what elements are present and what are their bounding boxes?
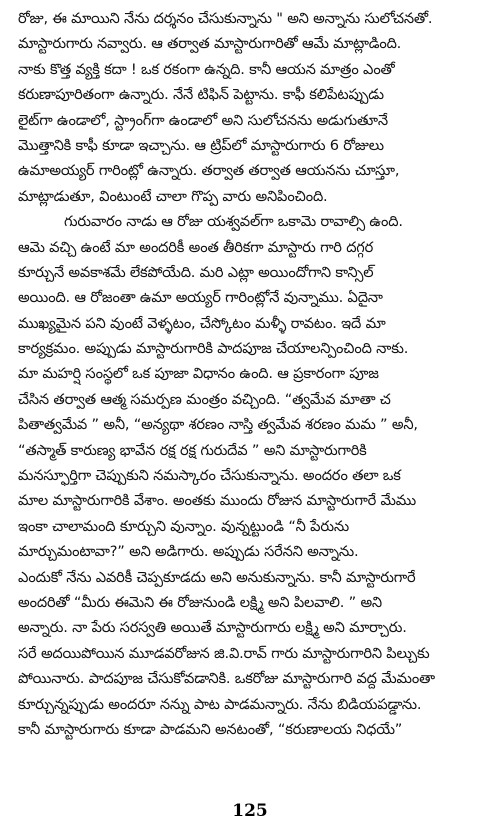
page-number: 125 bbox=[232, 801, 268, 821]
text-line: మొత్తానికి కాఫీ కూడా ఇచ్చాను. ఆ ట్రిప్‌లో మాస్టారుగారు 6 రోజులు bbox=[18, 136, 384, 154]
text-line: ఎందుకో నేను ఎవరికీ చెప్పకూడదు అని అనుకున్నాను. కానీ మాస్టారుగారే bbox=[18, 568, 416, 586]
text-line: ఇంకా చాలామంది కూర్చుని వున్నాం. వున్నట్టుండి “నీ పేరును bbox=[18, 517, 349, 535]
document-page bbox=[18, 6, 496, 796]
text-line: సరే అదయిపోయిన మూడవరోజున జి.వి.రావ్ గారు మాస్టారుగారిని పిల్చుకు bbox=[18, 644, 430, 662]
text-line: అందరితో “మీరు ఈమెని ఈ రోజునుండి లక్ష్మి అని పిలవాలి. ” అని bbox=[18, 593, 382, 611]
text-line: అన్నారు. నా పేరు సరస్వతి అయితే మాస్టారుగారు లక్ష్మి అని మార్చారు. bbox=[18, 619, 407, 637]
text-line: గురువారం నాడు ఆ రోజు యశ్వవల్‌గా ఒకామె రావాల్సి ఉంది. bbox=[64, 213, 403, 231]
text-line: మా మహర్షి సంస్థలో ఒక పూజా విధానం ఉంది. ఆ ప్రకారంగా పూజ bbox=[18, 365, 379, 383]
text-line: మాస్టారుగారు నవ్వారు. ఆ తర్వాత మాస్టారుగారితో ఆమే మాట్లాడింది. bbox=[18, 35, 402, 53]
text-line: ముఖ్యమైన పని వుంటే వెళ్ళటం, చేస్కోటం మళ్ళీ రావటం. ఇదే మా bbox=[18, 314, 386, 332]
text-line: పోయినారు. పాదపూజ చేసుకోవడానికి. ఒకరోజు మాస్టారుగారి వద్ద మేమంతా bbox=[18, 670, 435, 688]
text-line: చేసిన తర్వాత ఆత్మ సమర్పణ మంత్రం వచ్చింది. “త్వమేవ మాతా చ bbox=[18, 390, 391, 408]
text-line: కరుణాపూరితంగా ఉన్నారు. నేనే టిఫిన్ పెట్టాను. కాఫీ కలిపేటప్పుడు bbox=[18, 86, 384, 104]
text-line: అయింది. ఆ రోజంతా ఉమా అయ్యర్ గారింట్లోనే వున్నాము. ఏదైనా bbox=[18, 289, 383, 307]
text-line: మార్చుమంటావా?” అని అడిగారు. అప్పుడు సరేనని అన్నాను. bbox=[18, 543, 359, 561]
text-line: కానీ మాస్టారుగారు కూడా పాడమని అనటంతో, “కరుణాలయ నిధయే” bbox=[18, 720, 403, 738]
text-line: మాల మాస్టారుగారికి వేశాం. అంతకు ముందు రోజున మాస్టారుగారే మేము bbox=[18, 492, 417, 510]
text-line: కార్యక్రమం. అప్పుడు మాస్టారుగారికి పాదపూజ చేయాలన్పించింది నాకు. bbox=[18, 340, 409, 358]
paragraph-1 bbox=[18, 6, 496, 209]
text-line: నాకు కొత్త వ్యక్తి కదా ! ఒక రకంగా ఉన్నది. కానీ ఆయన మాత్రం ఎంతో bbox=[18, 60, 395, 78]
text-line: మనస్ఫూర్తిగా చెప్పుకుని నమస్కారం చేసుకున్నాను. అందరం తలా ఒక bbox=[18, 467, 401, 485]
text-line: కూర్చునే అవకాశమే లేకపోయేది. మరి ఎట్లా అయిందోగాని కాన్సిల్ bbox=[18, 263, 374, 281]
text-line: రోజు, ఈ మాయిని నేను దర్శనం చేసుకున్నాను " అని అన్నాను సులోచనతో. bbox=[18, 10, 433, 27]
text-line: ఉమాఅయ్యర్ గారింట్లో ఉన్నారు. తర్వాత తర్వాత ఆయనను చూస్తూ, bbox=[18, 162, 400, 180]
text-line: లైట్‌గా ఉండాలో, స్ట్రాంగ్‌గా ఉండాలో అని సులోచనను అడుగుతూనే bbox=[18, 111, 388, 129]
text-line: మాట్లాడుతూ, వింటుంటే చాలా గొప్ప వారు అనిపించింది. bbox=[18, 187, 328, 205]
text-line: “తస్మాత్ కారుణ్య భావేన రక్ష రక్ష గురుదేవ ” అని మాస్టారుగారికి bbox=[18, 441, 367, 459]
text-line: పితాత్వమేవ ” అనీ, “అన్యథా శరణం నాస్తి త్వమేవ శరణం మమ ” అనీ, bbox=[18, 416, 418, 434]
text-line: కూర్చున్నప్పుడు అందరూ నన్ను పాట పాడమన్నారు. నేను బిడియపడ్డాను. bbox=[18, 695, 422, 713]
paragraph-2 bbox=[18, 209, 496, 742]
text-line: ఆమె వచ్చి ఉంటే మా అందరికీ అంత తీరికగా మాస్టారు గారి దగ్గర bbox=[18, 238, 374, 256]
